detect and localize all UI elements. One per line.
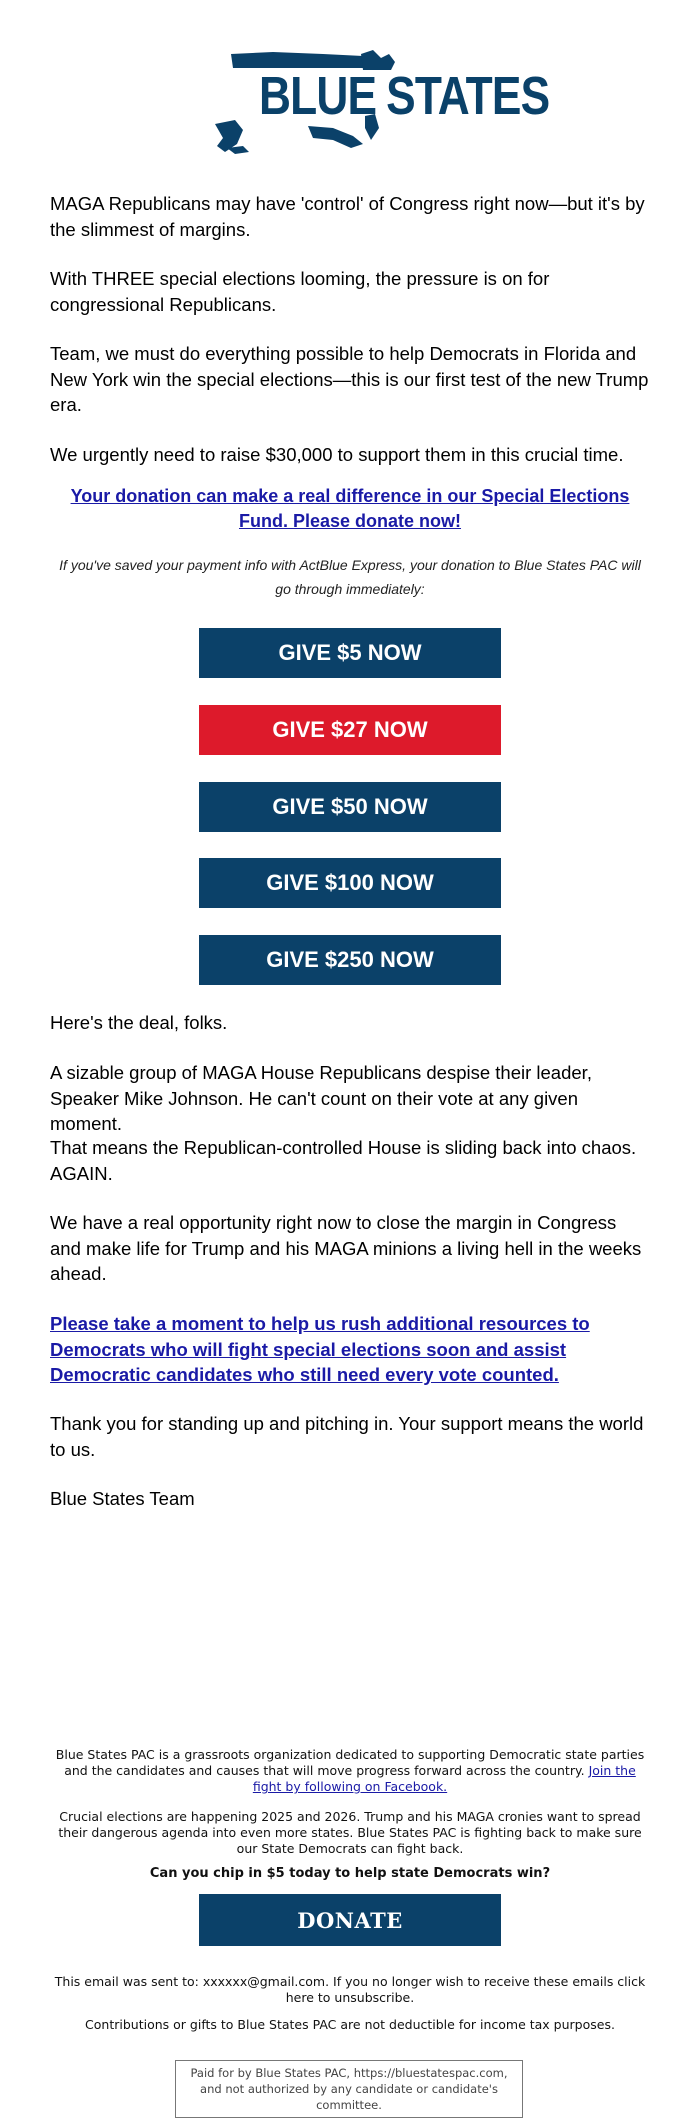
footer-crucial: Crucial elections are happening 2025 and 2026. Trump and his MAGA cronies want to spread their dangerous agenda into even more states. Blue States PAC is fighting back to make sure our State Democrats can fight back.: [58, 1809, 642, 1856]
body-paragraph-1: Here's the deal, folks.: [50, 1012, 228, 1033]
intro-paragraph-4: We urgently need to raise $30,000 to support them in this crucial time.: [50, 444, 624, 465]
facebook-link[interactable]: Join the fight by following on Facebook.: [252, 1763, 636, 1794]
footer-about-text: Blue States PAC is a grassroots organization dedicated to supporting Democratic state parties and the candidates and causes that will move progress forward across the country.: [55, 1747, 645, 1778]
donate-now-link[interactable]: Your donation can make a real difference in our Special Elections Fund. Please donate now!: [70, 486, 630, 531]
intro-paragraph-3: Team, we must do everything possible to help Democrats in Florida and New York win the special elections—this is our first test of the new Trump era.: [50, 343, 649, 415]
paid-for-text: Paid for by Blue States PAC, https://bluestatespac.com, and not authorized by any candidate or candidate's committee.: [190, 2066, 508, 2112]
body-paragraph-2-wrap: [50, 1060, 650, 1137]
give-50-button[interactable]: GIVE $50 NOW: [199, 782, 501, 832]
paid-for-disclaimer: [175, 2060, 523, 2118]
give-5-button[interactable]: GIVE $5 NOW: [199, 628, 501, 678]
thank-you-wrap: [50, 1411, 650, 1462]
intro-section: [50, 191, 650, 242]
body-paragraph-2: A sizable group of MAGA House Republicans despise their leader, Speaker Mike Johnson. He can't count on their vote at any given moment.: [50, 1062, 592, 1134]
intro-paragraph-2-wrap: [50, 266, 650, 317]
signoff: Blue States Team: [50, 1488, 195, 1509]
body-paragraph-3: That means the Republican-controlled House is sliding back into chaos. AGAIN.: [50, 1137, 637, 1184]
footer-tax-note: Contributions or gifts to Blue States PAC are not deductible for income tax purposes.: [85, 2017, 615, 2032]
intro-paragraph-3-wrap: [50, 341, 650, 418]
intro-paragraph-1: MAGA Republicans may have 'control' of Congress right now—but it's by the slimmest of margins.: [50, 193, 645, 240]
body-paragraph-1-wrap: [50, 1010, 650, 1036]
donate-button[interactable]: DONATE: [199, 1894, 501, 1946]
logo-word-blue: BLUE: [259, 66, 377, 126]
footer-sent-to[interactable]: This email was sent to: xxxxxx@gmail.com. If you no longer wish to receive these emails click here to unsubscribe.: [54, 1974, 646, 2005]
logo-wordmark: [259, 66, 549, 126]
logo-word-states: STATES: [386, 66, 550, 126]
resources-link-wrap: [50, 1311, 650, 1388]
intro-paragraph-2: With THREE special elections looming, the pressure is on for congressional Republicans.: [50, 268, 550, 315]
actblue-note: If you've saved your payment info with ActBlue Express, your donation to Blue States PAC will go through immediately:: [59, 557, 641, 597]
body-paragraph-3-wrap: [50, 1135, 650, 1186]
body-paragraph-4-wrap: [50, 1210, 650, 1287]
give-100-button[interactable]: GIVE $100 NOW: [199, 858, 501, 908]
intro-paragraph-4-wrap: [50, 442, 650, 468]
blue-states-logo[interactable]: [213, 48, 550, 156]
footer-chip-in: Can you chip in $5 today to help state Democrats win?: [149, 1866, 551, 1881]
body-paragraph-4: We have a real opportunity right now to close the margin in Congress and make life for Trump and his MAGA minions a living hell in the weeks ahead.: [50, 1212, 642, 1284]
signoff-wrap: [50, 1486, 650, 1512]
footer-about: [50, 1747, 650, 1795]
thank-you-paragraph: Thank you for standing up and pitching in. Your support means the world to us.: [50, 1413, 644, 1460]
rush-resources-link[interactable]: Please take a moment to help us rush additional resources to Democrats who will fight special elections soon and assist Democratic candidates who still need every vote counted.: [50, 1313, 590, 1385]
give-27-button[interactable]: GIVE $27 NOW: [199, 705, 501, 755]
give-250-button[interactable]: GIVE $250 NOW: [199, 935, 501, 985]
